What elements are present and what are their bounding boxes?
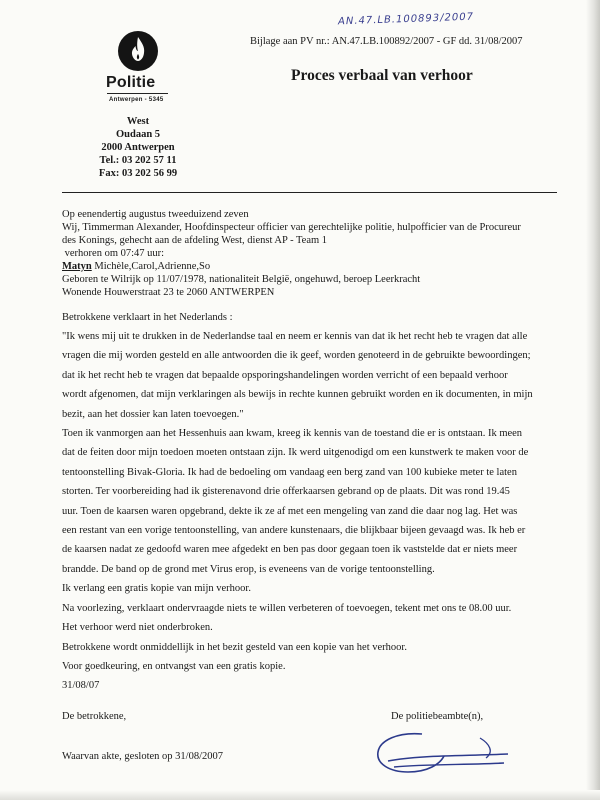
handwritten-signature (368, 728, 518, 788)
statement-line: dat ik het recht heb te vragen dat bepaalde opsporingshandelingen worden verricht of een bepaald verhoor (62, 369, 508, 381)
person-birth: Geboren te Wilrijk op 11/07/1978, nationaliteit België, ongehuwd, beroep Leerkracht (62, 274, 421, 285)
statement-line: wordt afgenomen, dat mijn verklaringen als bewijs in rechte kunnen gebruikt worden en ik documenten, in mijn (62, 389, 533, 401)
address-line: 2000 Antwerpen (101, 142, 175, 153)
address-fax: Fax: 03 202 56 99 (98, 168, 178, 179)
statement-line: Voor goedkeuring, en ontvangst van een gratis kopie. (62, 660, 286, 672)
hearing-date: Op eenendertig augustus tweeduizend zeven (62, 209, 249, 220)
person-address: Wonende Houwerstraat 23 te 2060 ANTWERPEN (62, 287, 275, 298)
statement-line: Na voorlezing, verklaart ondervraagde niets te willen verbeteren of toevoegen, tekent met ons te 08.00 uur. (62, 602, 512, 614)
police-logo (103, 30, 173, 110)
statement-line: Het verhoor werd niet onderbroken. (62, 622, 213, 634)
hearing-time: verhoren om 07:47 uur: (62, 248, 165, 259)
hearing-intro (62, 208, 592, 299)
officer-line: Wij, Timmerman Alexander, Hoofdinspecteur officier van gerechtelijke politie, hulpofficier van de Procureur (62, 222, 521, 233)
police-wordmark: Politie (106, 74, 156, 91)
page-edge-shadow (586, 0, 600, 800)
statement-line: "Ik wens mij uit te drukken in de Nederlandse taal en neem er kennis van dat ik het recht heb te vragen dat alle (62, 331, 528, 342)
page-edge-shadow (0, 790, 600, 800)
statement-line: storten. Ter voorbereiding had ik gisterenavond drie offerkaarsen gebrand op de plaats. Dit was rond 19.45 (62, 486, 510, 498)
address-phone: Tel.: 03 202 57 11 (99, 155, 177, 166)
station-address (78, 115, 198, 180)
signature-label-betrokkene: De betrokkene, (62, 711, 127, 722)
address-line: Oudaan 5 (115, 129, 161, 140)
statement-line: bezit, aan het dossier kan laten toevoegen." (62, 408, 244, 420)
statement-line: een restant van een vorige tentoonstelling, van andere kunstenaars, die blijkbaar bijeen gevaagd was. Ik heb er (62, 525, 526, 537)
statement-line: de kaarsen nadat ze gedoofd waren mee afgedekt en ben pas door gegaan toen ik vaststelde dat er niets meer (62, 544, 518, 556)
statement-heading: Betrokkene verklaart in het Nederlands : (62, 312, 233, 323)
officer-line-cont: des Konings, gehecht aan de afdeling West, dienst AP - Team 1 (62, 235, 328, 246)
statement-text (62, 327, 592, 696)
closing-statement: Waarvan akte, gesloten op 31/08/2007 (62, 751, 223, 762)
signature-label-politiebeambte: De politiebeambte(n), (391, 711, 484, 722)
police-flame-icon (117, 30, 159, 72)
statement-line: Betrokkene wordt onmiddellijk in het bezit gesteld van een kopie van het verhoor. (62, 641, 407, 653)
statement-line: vragen die mij worden gesteld en alle antwoorden die ik geef, worden genoteerd in de gebruikte bewoordingen; (62, 350, 531, 362)
police-zone-label: Antwerpen - 5345 (109, 97, 164, 103)
person-firstnames: Michèle,Carol,Adrienne,So (91, 261, 211, 272)
person-surname: Matyn (62, 261, 92, 272)
statement-line: Toen ik vanmorgen aan het Hessenhuis aan kwam, kreeg ik kennis van de toestand die er is ontstaan. Ik meen (62, 428, 523, 440)
header-rule (62, 192, 557, 193)
address-line: West (126, 116, 150, 127)
bijlage-reference: Bijlage aan PV nr.: AN.47.LB.100892/2007 - GF dd. 31/08/2007 (250, 36, 523, 47)
statement-line: Ik verlang een gratis kopie van mijn verhoor. (62, 583, 251, 595)
statement-line: brandde. De band op de grond met Virus erop, is eveneens van de vorige tentoonstelling. (62, 563, 435, 575)
statement-line: dat de feiten door mijn toedoen moeten ontstaan zijn. Ik werd uitgenodigd om een kunstwerk te maken voor de (62, 447, 529, 459)
person-name (62, 260, 592, 273)
handwritten-reference: AN.47.LB.100893/2007 (337, 11, 475, 28)
statement-line: uur. Toen de kaarsen waren opgebrand, dekte ik ze af met een mengeling van zand die daar nog lag. Het was (62, 505, 518, 517)
statement-line: tentoonstelling Bivak-Gloria. Ik had de bedoeling om vandaag een berg zand van 100 kubieke meter te laten (62, 466, 517, 478)
statement-date: 31/08/07 (62, 680, 100, 692)
logo-divider (107, 93, 168, 94)
document-title: Proces verbaal van verhoor (291, 67, 473, 84)
